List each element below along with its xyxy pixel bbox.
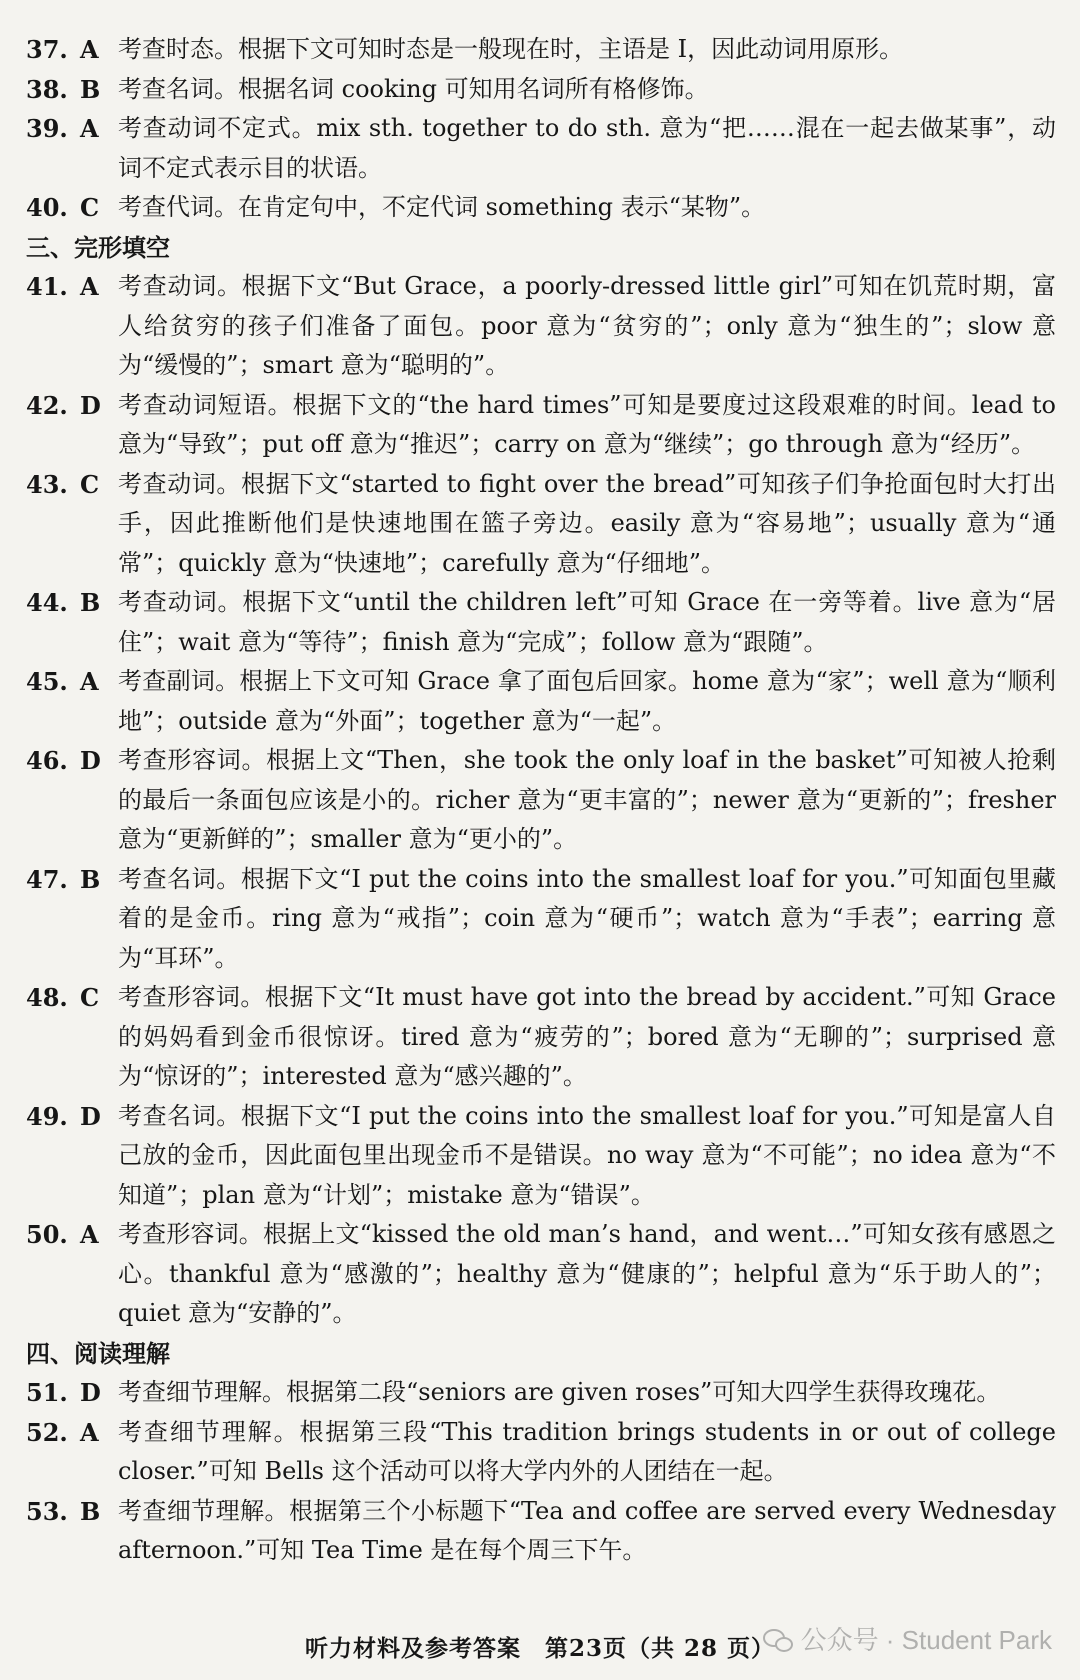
answer-item <box>26 662 1056 741</box>
watermark-text: 公众号 · Student Park <box>800 1625 1052 1655</box>
answer-letter: C <box>80 983 100 1012</box>
answer-item <box>26 978 1056 1097</box>
answer-item <box>26 1215 1056 1334</box>
explanation-text: 考查副词。根据上下文可知 Grace 拿了面包后回家。home 意为“家”；well 意为“顺利地”；outside 意为“外面”；together 意为“一起”。 <box>118 667 1056 735</box>
question-number: 51. <box>26 1378 68 1407</box>
explanation-text: 考查代词。在肯定句中，不定代词 something 表示“某物”。 <box>118 193 766 221</box>
explanation-text: 考查细节理解。根据第三段“This tradition brings students in or out of college closer.”可知 Bells 这个活动可以将大学内外的人团结在一起。 <box>118 1417 1056 1485</box>
explanation-text: 考查名词。根据名词 cooking 可知用名词所有格修饰。 <box>118 74 709 103</box>
answers-grammar <box>26 30 1056 228</box>
explanation-text: 考查细节理解。根据第二段“seniors are given roses”可知大四学生获得玫瑰花。 <box>118 1378 1001 1406</box>
explanation-text: 考查名词。根据下文“I put the coins into the smallest loaf for you.”可知面包里藏着的是金币。ring 意为“戒指”；coin 意为“硬币”；watch 意为“手表”；earring 意为“耳环”。 <box>118 864 1056 972</box>
answer-item <box>26 860 1056 979</box>
answers-reading <box>26 1373 1056 1571</box>
explanation-text: 考查细节理解。根据第三个小标题下“Tea and coffee are served every Wednesday afternoon.”可知 Tea Time 是在每个周三下午。 <box>118 1496 1056 1564</box>
answer-item <box>26 386 1056 465</box>
answer-letter: A <box>80 272 99 301</box>
explanation-text: 考查动词不定式。mix sth. together to do sth. 意为“把……混在一起去做某事”，动词不定式表示目的状语。 <box>118 114 1056 182</box>
answer-letter: D <box>80 390 101 420</box>
explanation-text: 考查动词。根据下文“But Grace，a poorly-dressed little girl”可知在饥荒时期，富人给贫穷的孩子们准备了面包。poor 意为“贫穷的”；only 意为“独生的”；slow 意为“缓慢的”；smart 意为“聪明的”。 <box>118 272 1056 379</box>
question-number: 50. <box>26 1220 68 1249</box>
answer-item <box>26 1097 1056 1216</box>
explanation-text: 考查名词。根据下文“I put the coins into the smallest loaf for you.”可知是富人自己放的金币，因此面包里出现金币不是错误。no way 意为“不可能”；no idea 意为“不知道”；plan 意为“计划”；mistake 意为“错误”。 <box>118 1101 1056 1209</box>
answer-letter: B <box>80 588 101 617</box>
answer-letter: D <box>80 746 101 775</box>
answer-item <box>26 30 1056 70</box>
question-number: 46. <box>26 746 68 775</box>
answer-item <box>26 188 1056 228</box>
answer-letter: A <box>80 1417 99 1447</box>
answer-letter: D <box>80 1378 101 1407</box>
answer-content <box>26 30 1056 1571</box>
answer-letter: A <box>80 1220 99 1249</box>
answer-item <box>26 1413 1056 1492</box>
question-number: 49. <box>26 1101 68 1131</box>
section-heading-reading: 四、阅读理解 <box>26 1338 170 1368</box>
answer-letter: A <box>80 35 99 64</box>
explanation-text: 考查动词。根据下文“started to fight over the bread”可知孩子们争抢面包时大打出手，因此推断他们是快速地围在篮子旁边。easily 意为“容易地”；usually 意为“通常”；quickly 意为“快速地”；carefully 意为“仔细地”。 <box>118 469 1056 577</box>
answer-item <box>26 70 1056 110</box>
question-number: 37. <box>26 35 68 64</box>
question-number: 38. <box>26 74 68 104</box>
question-number: 41. <box>26 272 68 301</box>
explanation-text: 考查形容词。根据下文“It must have got into the bread by accident.”可知 Grace 的妈妈看到金币很惊讶。tired 意为“疲劳的”；bored 意为“无聊的”；surprised 意为“惊讶的”；interested 意为“感兴趣的”。 <box>118 983 1056 1090</box>
question-number: 39. <box>26 114 68 143</box>
answer-letter: C <box>80 193 100 222</box>
answer-letter: A <box>80 667 99 696</box>
question-number: 45. <box>26 667 68 696</box>
question-number: 42. <box>26 390 68 420</box>
answer-item <box>26 741 1056 860</box>
answer-item <box>26 267 1056 386</box>
answer-letter: B <box>80 864 101 894</box>
answer-item <box>26 583 1056 662</box>
explanation-text: 考查形容词。根据上文“kissed the old man’s hand，and went…”可知女孩有感恩之心。thankful 意为“感激的”；healthy 意为“健康的”；helpful 意为“乐于助人的”；quiet 意为“安静的”。 <box>118 1220 1056 1327</box>
answer-letter: B <box>80 74 101 104</box>
wechat-icon <box>763 1627 793 1651</box>
explanation-text: 考查形容词。根据上文“Then，she took the only loaf in the basket”可知被人抢剩的最后一条面包应该是小的。richer 意为“更丰富的”；newer 意为“更新的”；fresher 意为“更新鲜的”；smaller 意为“更小的”。 <box>118 746 1056 853</box>
question-number: 40. <box>26 193 68 222</box>
answer-item <box>26 109 1056 188</box>
answer-letter: C <box>80 469 100 499</box>
question-number: 44. <box>26 588 68 617</box>
page-footer: 听力材料及参考答案 第23页（共 28 页） <box>304 1635 776 1662</box>
question-number: 52. <box>26 1417 68 1447</box>
explanation-text: 考查动词。根据下文“until the children left”可知 Grace 在一旁等着。live 意为“居住”；wait 意为“等待”；finish 意为“完成”；follow 意为“跟随”。 <box>118 588 1056 656</box>
answer-item <box>26 1373 1056 1413</box>
question-number: 48. <box>26 983 68 1012</box>
answer-letter: D <box>80 1101 101 1131</box>
answer-letter: A <box>80 114 99 143</box>
question-number: 43. <box>26 469 68 499</box>
watermark <box>763 1620 1052 1657</box>
explanation-text: 考查动词短语。根据下文的“the hard times”可知是要度过这段艰难的时间。lead to 意为“导致”；put off 意为“推迟”；carry on 意为“继续”；go through 意为“经历”。 <box>118 390 1056 458</box>
question-number: 53. <box>26 1496 68 1526</box>
question-number: 47. <box>26 864 68 894</box>
answer-item <box>26 1492 1056 1571</box>
section-heading-cloze: 三、完形填空 <box>26 232 170 262</box>
answer-letter: B <box>80 1496 101 1526</box>
answers-cloze <box>26 267 1056 1334</box>
answer-item <box>26 465 1056 584</box>
explanation-text: 考查时态。根据下文可知时态是一般现在时，主语是 I，因此动词用原形。 <box>118 35 904 63</box>
